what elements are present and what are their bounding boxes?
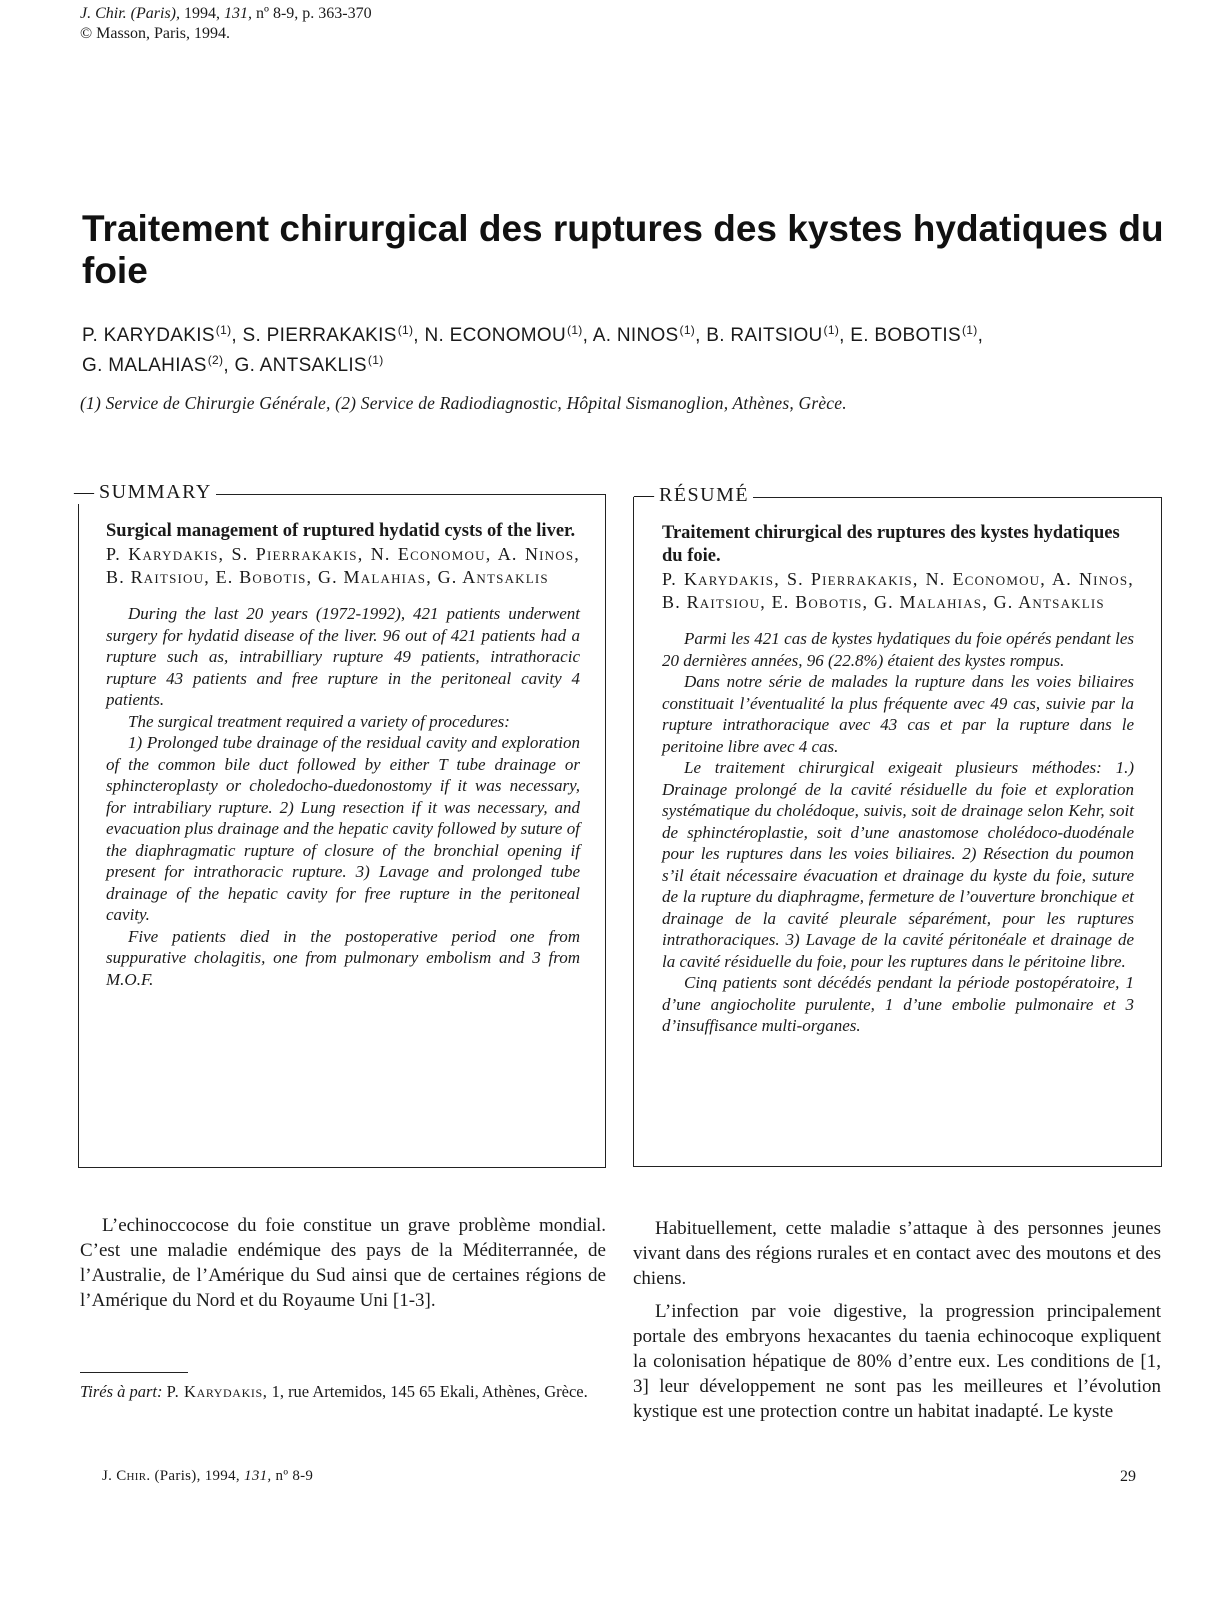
citation-journal: J. Chir. (Paris), [80, 5, 180, 22]
summary-label: — SUMMARY [74, 481, 216, 504]
author: G. ANTSAKLIS$^{(1)}$ [234, 353, 384, 376]
footer-journal: J. Chir. [102, 1468, 151, 1484]
journal-masthead [80, 4, 372, 44]
body-column-right [633, 1216, 1161, 1432]
page-number: 29 [1120, 1468, 1136, 1485]
summary-paragraph: 1) Prolonged tube drainage of the residual cavity and exploration of the common bile duct followed by either T tube drainage or sphincteroplasty or choledocho-duedonostomy if it was necessary, for intrabiliary rupture. 2) Lung resection if it was necessary, and evacuation plus drainage and the hepatic cavity followed by suture of the diaphragmatic rupture of closure of the bronchial opening if present for intrathoracic rupture. 3) Lavage and prolonged tube drainage of the hepatic cavity for free rupture in the peritoneal cavity. [106, 733, 580, 924]
resume-label: — RÉSUMÉ [634, 484, 753, 507]
footer-place: (Paris), 1994, [154, 1468, 240, 1484]
resume-paragraph: Dans notre série de malades la rupture dans les voies biliaires constituait l’éventualité la plus fréquente avec 49 cas, suivie par la rupture intrathoracique avec 43 cas et par la rupture dans le peritoine libre avec 4 cas. [662, 672, 1134, 756]
author: P. KARYDAKIS$^{(1)}$, [82, 323, 243, 346]
resume-authors: P. Karydakis, S. Pierrakakis, N. Economou, A. Ninos, B. Raitsiou, E. Bobotis, G. Malahias, G. Antsaklis [662, 569, 1134, 612]
summary-abstract [106, 603, 580, 990]
footer-issue: nº 8-9 [275, 1468, 314, 1484]
footnote-address: 1, rue Artemidos, 145 65 Ekali, Athènes, Grèce. [271, 1382, 588, 1401]
citation-year: 1994, [184, 5, 220, 22]
author: G. MALAHIAS$^{(2)}$, [82, 353, 235, 376]
author: S. PIERRAKAKIS$^{(1)}$, [242, 323, 425, 346]
affiliations: (1) Service de Chirurgie Générale, (2) Service de Radiodiagnostic, Hôpital Sismanoglion, Athènes, Grèce. [80, 393, 847, 413]
footer-volume: 131, [244, 1468, 272, 1484]
body-paragraph: Habituellement, cette maladie s’attaque à des personnes jeunes vivant dans des régions rurales et en contact avec des moutons et des chiens. [633, 1218, 1161, 1289]
article-title: Traitement chirurgical des ruptures des kystes hydatiques du foie [82, 208, 1164, 291]
body-paragraph: L’echinoccocose du foie constitue un grave problème mondial. C’est une maladie endémique des pays de la Méditerrannée, de l’Australie, de l’Amérique du Sud ainsi que de certaines régions de l’Amérique du Nord et du Royaume Uni [1-3]. [80, 1215, 606, 1311]
citation-issue: nº 8-9, p. 363-370 [256, 5, 372, 22]
summary-paragraph: Five patients died in the postoperative period one from suppurative cholagitis, one from pulmonary embolism and 3 from M.O.F. [106, 926, 580, 989]
body-paragraph: L’infection par voie digestive, la progression principalement portale des embryons hexacantes du taenia echinocoque expliquent la colonisation hépatique de 80% d’entre eux. Les conditions de [1, 3] leur développement ne sont pas les meilleures et l’évolution kystique est une protection contre un habitat inadapté. Le kyste [633, 1301, 1161, 1422]
body-column-left [80, 1213, 606, 1321]
footnote-label: Tirés à part: [80, 1382, 163, 1401]
summary-paragraph: The surgical treatment required a variety of procedures: [128, 711, 510, 731]
author: B. RAITSIOU$^{(1)}$, [706, 323, 851, 346]
citation-volume: 131, [224, 5, 252, 22]
resume-title: Traitement chirurgical des ruptures des kystes hydatiques du foie. [662, 523, 1120, 566]
citation-line [80, 4, 372, 24]
summary-content [106, 520, 580, 990]
summary-title: Surgical management of ruptured hydatid cysts of the liver. [106, 521, 576, 541]
summary-authors: P. Karydakis, S. Pierrakakis, N. Economou, A. Ninos, B. Raitsiou, E. Bobotis, G. Malahias, G. Antsaklis [106, 544, 580, 587]
resume-paragraph: Cinq patients sont décédés pendant la période postopératoire, 1 d’une angiocholite purulente, 1 d’une embolie pulmonaire et 3 d’insuffisance multi-organes. [662, 973, 1134, 1035]
resume-paragraph: Parmi les 421 cas de kystes hydatiques du foie opérés pendant les 20 dernières années, 96 (22.8%) étaient des kystes rompus. [662, 629, 1134, 670]
author-list [82, 318, 1182, 378]
resume-abstract [662, 628, 1134, 1037]
page-footer-citation [102, 1466, 313, 1486]
footnote-rule [80, 1372, 188, 1373]
author: E. BOBOTIS$^{(1)}$, [850, 323, 984, 346]
resume-paragraph: Le traitement chirurgical exigeait plusieurs méthodes: 1.) Drainage prolongé de la cavité résiduelle du foie et exploration systématique du cholédoque, suivis, soit de drainage selon Kehr, soit de sphinctéroplastie, soit d’une anastomose cholédoco-duodénale pour les ruptures dans les voies biliaires. 2) Résection du poumon s’il était nécessaire évacuation et drainage du kyste du foie, suture de la rupture du diaphragme, fermeture de l’ouverture bronchique et drainage de la cavité pleurale séparément, pour les ruptures intrathoraciques. 3) Lavage de la cavité péritonéale et drainage de la cavité résiduelle du foie, pour les ruptures dans le péritoine libre. [662, 758, 1134, 971]
footnote-author: P. Karydakis, [166, 1382, 268, 1401]
author: N. ECONOMOU$^{(1)}$, [424, 323, 593, 346]
reprint-footnote [80, 1381, 610, 1403]
author: A. NINOS$^{(1)}$, [592, 323, 707, 346]
summary-paragraph: During the last 20 years (1972-1992), 421 patients underwent surgery for hydatid disease of the liver. 96 out of 421 patients had a rupture such as, intrabilliary rupture 49 patients, intrathoracic rupture 43 patients and free rupture in the peritoneal cavity 4 patients. [106, 604, 580, 709]
copyright-line: © Masson, Paris, 1994. [80, 25, 230, 42]
resume-content [662, 522, 1134, 1037]
